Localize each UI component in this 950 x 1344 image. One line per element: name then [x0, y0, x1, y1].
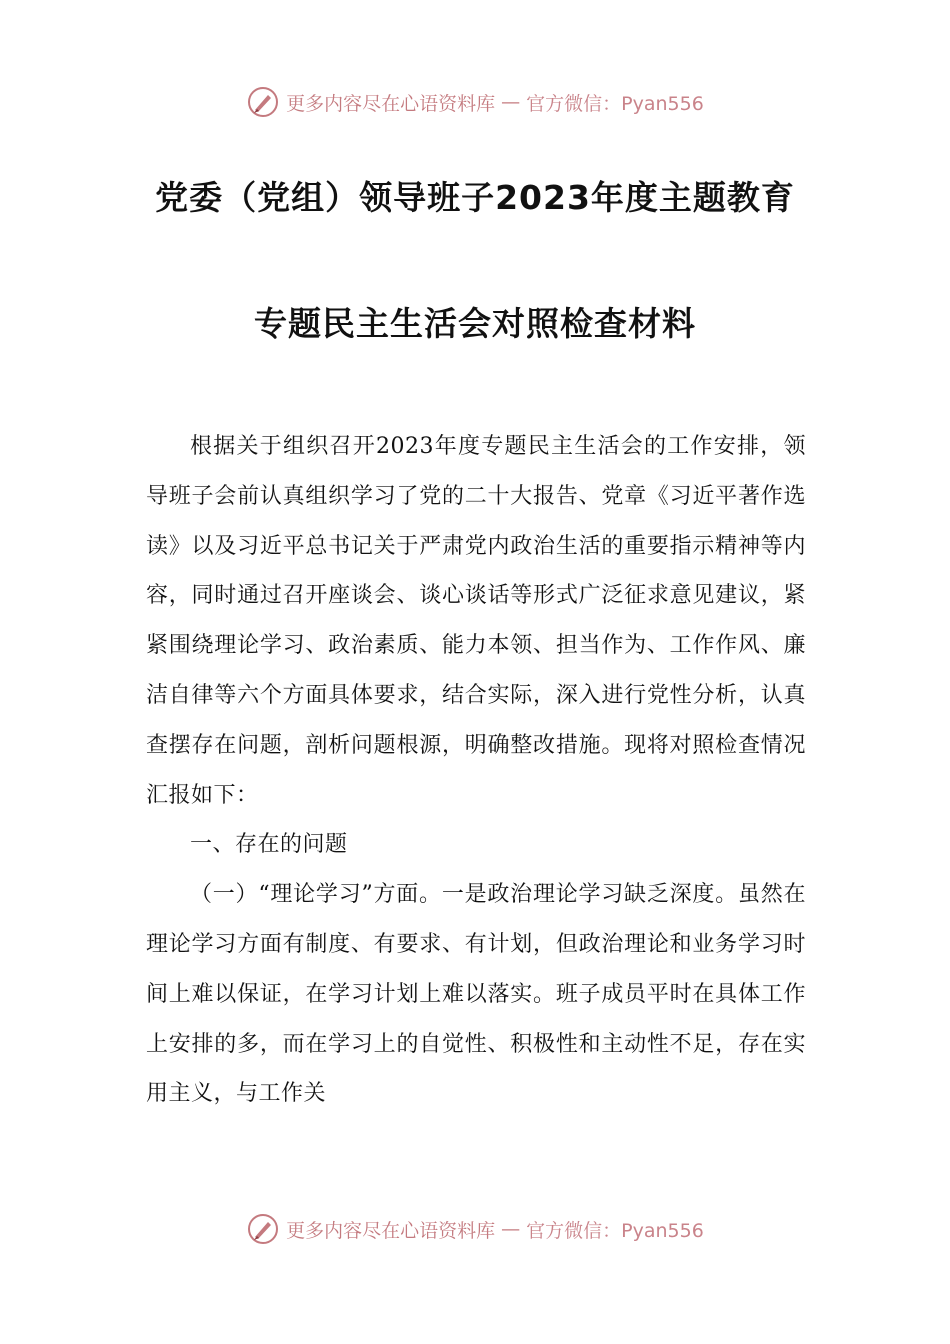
watermark-separator: —	[501, 1218, 521, 1240]
header-watermark	[0, 84, 950, 120]
intro-paragraph: 根据关于组织召开2023年度专题民主生活会的工作安排，领导班子会前认真组织学习了党的二十大报告、党章《习近平著作选读》以及习近平总书记关于严肃党内政治生活的重要指示精神等内容，同时通过召开座谈会、谈心谈话等形式广泛征求意见建议，紧紧围绕理论学习、政治素质、能力本领、担当作为、工作作风、廉洁自律等六个方面具体要求，结合实际，深入进行党性分析，认真查摆存在问题，剖析问题根源，明确整改措施。现将对照检查情况汇报如下：	[146, 434, 806, 808]
document-title-line-1: 党委（党组）领导班子2023年度主题教育	[155, 178, 795, 217]
watermark-main-text: 更多内容尽在心语资料库	[286, 92, 496, 115]
watermark-sub-text: 官方微信：Pyan556	[526, 1219, 704, 1242]
pen-circle-logo-icon	[246, 1212, 280, 1246]
section-heading: 一、存在的问题	[190, 832, 348, 858]
pen-circle-logo-icon	[246, 85, 280, 119]
section-paragraph: （一）“理论学习”方面。一是政治理论学习缺乏深度。虽然在理论学习方面有制度、有要求、有计划，但政治理论和业务学习时间上难以保证，在学习计划上难以落实。班子成员平时在具体工作上安排的多，而在学习上的自觉性、积极性和主动性不足，存在实用主义，与工作关	[146, 882, 806, 1107]
watermark-separator: —	[501, 91, 521, 113]
document-body	[146, 422, 806, 1119]
watermark-main-text: 更多内容尽在心语资料库	[286, 1219, 496, 1242]
document-title-line-2: 专题民主生活会对照检查材料	[254, 304, 696, 343]
footer-watermark	[0, 1211, 950, 1247]
watermark-sub-text: 官方微信：Pyan556	[526, 92, 704, 115]
